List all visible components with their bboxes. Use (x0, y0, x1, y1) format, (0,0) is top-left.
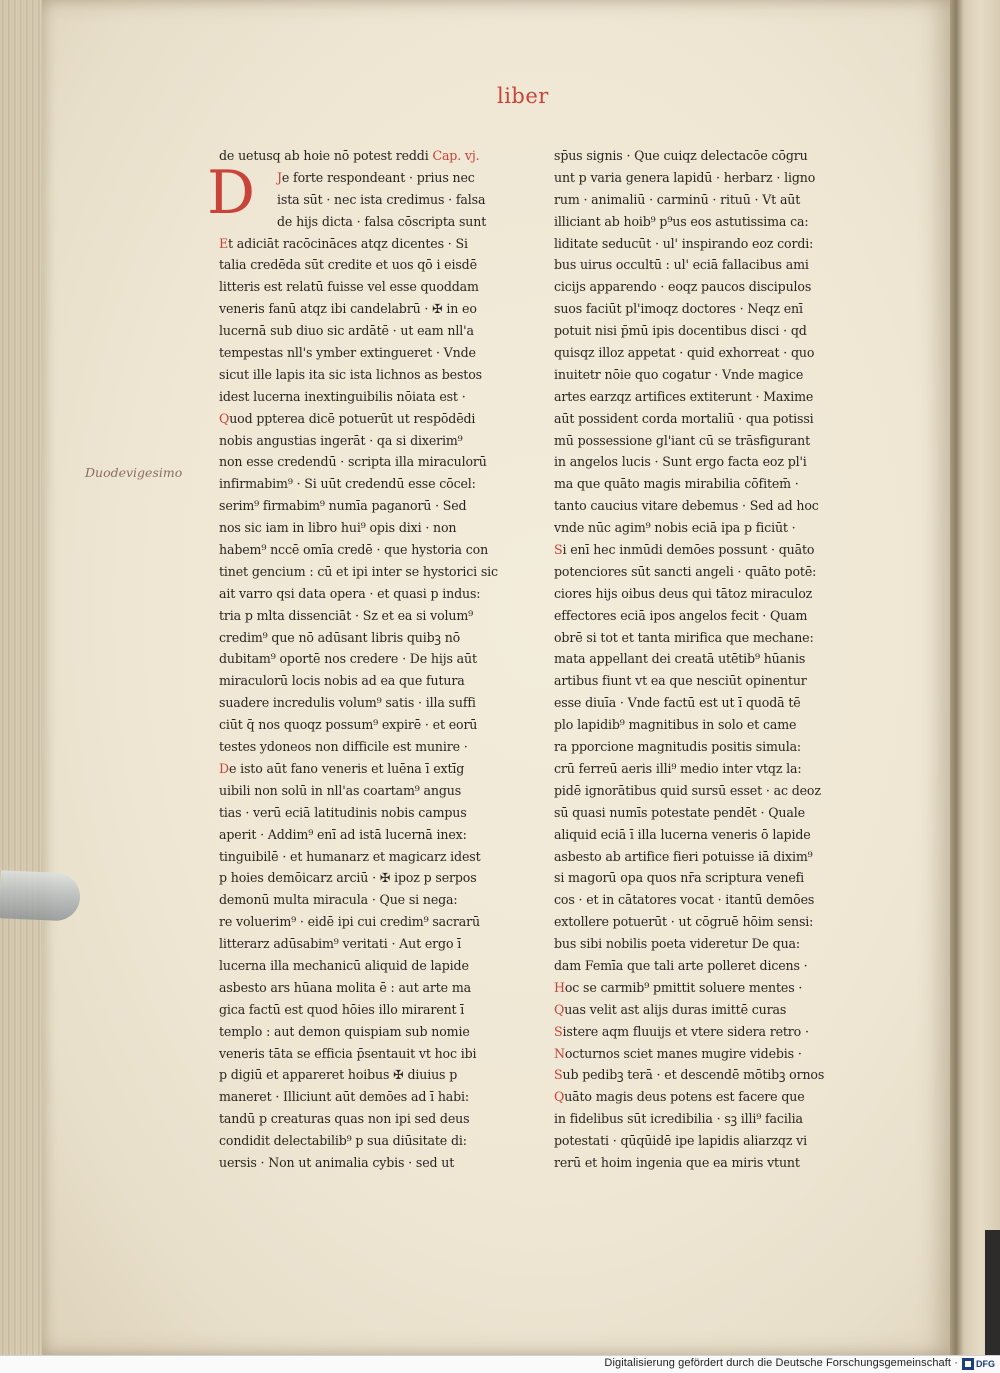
text-line: illiciant ab hoib⁹ p⁹us eos astutissima ca: (554, 213, 809, 229)
text-line: ciores hijs oibus deus qui tātoz miraculoz (554, 585, 813, 601)
text-line: quisqz illoz appetat · quid exhorreat · quo (554, 345, 815, 361)
text-line: lucernā sub diuo sic ardātē · ut eam nll'a (219, 323, 474, 339)
text-line: Hoc se carmib⁹ pmittit soluere mentes · (554, 979, 803, 995)
text-line: nobis angustias ingerāt · qa si dixerim⁹ (219, 432, 463, 448)
text-line: in fidelibus sūt icredibilia · sꝫ illi⁹ facilia (554, 1111, 803, 1127)
text-line: credim⁹ que nō adūsant libris quibꝫ nō (219, 629, 461, 645)
text-line: infirmabim⁹ · Si uūt credendū esse cōcel: (219, 476, 476, 492)
rubricated-capital: Q (219, 410, 230, 426)
text-line: condidit delectabilib⁹ p sua diūsitate di: (219, 1133, 467, 1149)
text-line: uibili non solū in nll'as coartam⁹ angus (219, 782, 462, 798)
text-line: potenciores sūt sancti angeli · quāto potē: (554, 563, 817, 579)
text-line: unt p varia genera lapidū · herbarz · ligno (554, 169, 816, 185)
rubricated-capital: N (554, 1045, 565, 1061)
text-line: nos sic iam in libro hui⁹ opis dixi · non (219, 520, 457, 536)
text-line: aliquid eciā ī illa lucerna veneris ō lapide (554, 826, 811, 842)
text-line: talia credēda sūt credite et uos qō i eisdē (219, 257, 477, 273)
text-line: pidē ignorātibus quid sursū esset · ac deoz (554, 782, 821, 798)
text-line: crū ferreū aeris illi⁹ medio inter vtqz la: (554, 760, 802, 776)
text-column-left (219, 145, 519, 1174)
text-line: lucerna illa mechanicū aliquid de lapide (219, 957, 469, 973)
text-line: mata appellant dei creatā utētib⁹ hūanis (554, 651, 806, 667)
text-line: aūt possident corda mortaliū · qua potissi (554, 410, 814, 426)
text-line: asbesto ars hūana molita ē : aut arte ma (219, 979, 471, 995)
scan-dark-corner (985, 1230, 1000, 1355)
text-line: tias · verū eciā latitudinis nobis campus (219, 804, 467, 820)
text-line: idest lucerna inextinguibilis nōiata est · (219, 388, 466, 404)
text-line: p hoies demōicarz arciū · ✠ ipoz p serpos (219, 870, 477, 886)
text-line: Quas velit ast alijs duras imittē curas (554, 1001, 787, 1017)
text-line: tinguibilē · et humanarz et magicarz idest (219, 848, 481, 864)
text-line: rerū et hoim ingenia que ea miris vtunt (554, 1154, 800, 1170)
rubricated-capital: S (554, 1023, 563, 1039)
text-line: ra pporcione magnitudis positis simula: (554, 739, 802, 755)
text-line: sū quasi numīs potestate pendēt · Quale (554, 804, 805, 820)
text-line: potestati · qūqūidē ipe lapidis aliarzqz vi (554, 1133, 808, 1149)
text-line: suadere incredulis volum⁹ satis · illa suffi (219, 695, 476, 711)
text-line: bus uirus occultū : ul' eciā fallacibus ami (554, 257, 809, 273)
text-line: effectores eciā ipos angelos fecit · Quam (554, 607, 808, 623)
text-line: liditate seducūt · ul' inspirando eoz cordi: (554, 235, 814, 251)
text-line: tanto caucius vitare debemus · Sed ad hoc (554, 498, 819, 514)
text-line: templo : aut demon quispiam sub nomie (219, 1023, 470, 1039)
text-line: cicijs apparendo · eoqz paucos discipulos (554, 279, 812, 295)
text-line: Et adiciāt racōcināces atqz dicentes · Si (219, 235, 468, 251)
text-line: de uetusq ab hoie nō potest reddi Cap. vj. (219, 148, 480, 163)
text-line: p digiū et appareret hoibus ✠ diuius p (219, 1067, 458, 1083)
text-line: rum · animaliū · carminū · rituū · Vt aūt (554, 191, 801, 207)
text-line: re voluerim⁹ · eidē ipi cui credim⁹ sacrarū (219, 914, 480, 930)
text-line: potuit nisi p̄mū ipis docentibus disci · qd (554, 323, 807, 339)
text-column-right (554, 145, 854, 1174)
text-line: aperit · Addim⁹ enī ad istā lucernā inex: (219, 826, 467, 842)
dfg-logo (962, 1357, 996, 1371)
text-line: veneris tāta se efficia p̄sentauit vt hoc ibi (219, 1045, 477, 1061)
text-line: bus sibi nobilis poeta videretur De qua: (554, 936, 800, 952)
text-line: extollere potuerūt · ut cōgruē hōim sensi: (554, 914, 814, 930)
text-line: litterarz adūsabim⁹ veritati · Aut ergo ī (219, 936, 462, 952)
text-line: habem⁹ nccē omīa credē · que hystoria con (219, 542, 489, 558)
text-line: testes ydoneos non difficile est munire · (219, 739, 468, 755)
page-gutter-right (950, 0, 1000, 1355)
text-line: sicut ille lapis ita sic ista lichnos as bestos (219, 366, 482, 382)
text-line: vnde nūc agim⁹ nobis eciā ipa p ficiūt · (554, 520, 796, 536)
chapter-heading: Cap. vj. (432, 148, 480, 163)
text-line: tandū p creaturas quas non ipi sed deus (219, 1111, 470, 1127)
text-line: Nocturnos sciet manes mugire videbis · (554, 1045, 802, 1061)
text-line: in angelos lucis · Sunt ergo facta eoz pl'i (554, 454, 807, 470)
rubricated-capital: J (277, 169, 282, 185)
text-line: miraculorū locis nobis ad ea que futura (219, 673, 465, 689)
rubricated-capital: H (554, 979, 565, 995)
margin-note: Duodevigesimo (85, 465, 183, 480)
rubricated-capital: Q (554, 1089, 565, 1105)
text-line: De isto aūt fano veneris et luēna ī extīg (219, 760, 465, 776)
text-line: gica factū est quod hōies illo mirarent ī (219, 1001, 465, 1017)
rubricated-capital: S (554, 1067, 563, 1083)
running-head: liber (497, 84, 549, 108)
text-line: esse diuīa · Vnde factū est ut ī quodā tē (554, 695, 801, 711)
footer-bar (0, 1355, 1000, 1373)
text-line: Quod ppterea dicē potuerūt ut respōdēdi (219, 410, 476, 426)
text-line: de hijs dicta · falsa cōscripta sunt (277, 213, 487, 229)
text-line: dam Femīa que tali arte polleret dicens · (554, 957, 808, 973)
text-line: tempestas nll's ymber extingueret · Vnde (219, 345, 476, 361)
text-line: uersis · Non ut animalia cybis · sed ut (219, 1154, 455, 1170)
text-line: artibus fiunt vt ea que nesciūt opinentur (554, 673, 807, 689)
text-line: litteris est relatū fuisse vel esse quoddam (219, 279, 479, 295)
funding-credit: Digitalisierung gefördert durch die Deutsche Forschungsgemeinschaft · (604, 1357, 958, 1369)
text-line: sp̄us signis · Que cuiqz delectacōe cōgru (554, 148, 808, 163)
dfg-logo-icon (962, 1358, 974, 1370)
text-line: non esse credendū · scripta illa miraculorū (219, 454, 487, 470)
text-line: dubitam⁹ oportē nos credere · De hijs aūt (219, 651, 477, 667)
dfg-logo-text: DFG (976, 1359, 995, 1369)
text-line: si magorū opa quos nr̄a scriptura venefi (554, 870, 805, 886)
text-line: Sistere aqm fluuijs et vtere sidera retro · (554, 1023, 809, 1039)
text-line: Si enī hec inmūdi demōes possunt · quāto (554, 542, 815, 558)
rubricated-capital: E (219, 235, 229, 251)
rubricated-capital: S (554, 542, 563, 558)
text-line: tria p mlta dissenciāt · Sz et ea si volum⁹ (219, 607, 474, 623)
page-edges-left (0, 0, 46, 1355)
text-line: veneris fanū atqz ibi candelabrū · ✠ in eo (219, 301, 477, 317)
book-clip (0, 870, 81, 921)
text-line: artes earzqz artifices extiterunt · Maxime (554, 388, 814, 404)
text-line: Je forte respondeant · prius nec (277, 169, 475, 185)
text-line: inuitetr nōie quo cogatur · Vnde magice (554, 366, 804, 382)
text-line: mū possessione gl'iant cū se trāsfigurant (554, 432, 810, 448)
text-line: ait varro qsi data opera · et quasi p indus: (219, 585, 481, 601)
text-line: Sub pedibꝫ terā · et descendē mōtibꝫ ornos (554, 1067, 825, 1083)
rubricated-capital: D (219, 760, 229, 776)
text-line: tinet gencium : cū et ipi inter se hystorici sic (219, 563, 498, 579)
text-line: suos faciūt pl'imoqz doctores · Neqz enī (554, 301, 803, 317)
text-line: ciūt q̄ nos quoqz possum⁹ expirē · et eorū (219, 717, 478, 733)
text-line: ista sūt · nec ista credimus · falsa (277, 191, 486, 207)
text-line: serim⁹ firmabim⁹ numīa paganorū · Sed (219, 498, 467, 514)
rubricated-capital: Q (554, 1001, 565, 1017)
text-line: asbesto ab artifice fieri potuisse iā dixim⁹ (554, 848, 813, 864)
text-line: obrē si tot et tanta mirifica que mechane: (554, 629, 814, 645)
text-line: ma que quāto magis mirabilia cōfitem̄ · (554, 476, 799, 492)
decorated-initial: D (206, 158, 256, 228)
text-line: plo lapidib⁹ magnitibus in solo et came (554, 717, 797, 733)
text-line: Quāto magis deus potens est facere que (554, 1089, 805, 1105)
text-line: demonū multa miracula · Que si nega: (219, 892, 458, 908)
text-line: cos · et in cātatores vocat · itantū demōes (554, 892, 815, 908)
text-line: maneret · Illiciunt aūt demōes ad ī habi: (219, 1089, 470, 1105)
